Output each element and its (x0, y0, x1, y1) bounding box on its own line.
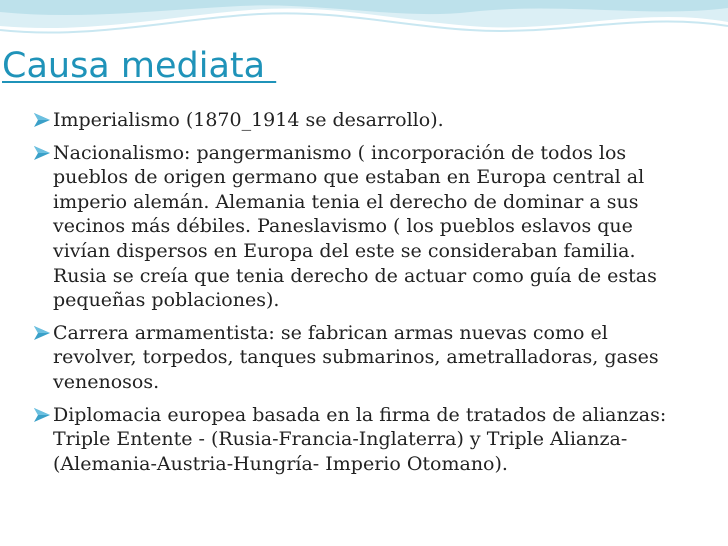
bullet-list (33, 108, 683, 484)
bullet-text: Diplomacia europea basada en la firma de tratados de alianzas: Triple Entente - (Rusia-Francia-Inglaterra) y Triple Alianza- (Alemania-Austria-Hungría- Imperio Otomano). (53, 403, 667, 475)
arrow-head-icon (33, 145, 51, 161)
slide-title: Causa mediata (2, 46, 277, 86)
bullet-text: Imperialismo (1870_1914 se desarrollo). (53, 109, 444, 131)
bullet-text: Carrera armamentista: se fabrican armas nuevas como el revolver, torpedos, tanques submarinos, ametralladoras, gases venenosos. (53, 321, 659, 393)
bullet-item (33, 141, 683, 313)
bullet-item (33, 108, 683, 133)
bullet-item (33, 403, 683, 477)
arrow-head-icon (33, 325, 51, 341)
arrow-head-icon (33, 407, 51, 423)
bullet-text: Nacionalismo: pangermanismo ( incorporación de todos los pueblos de origen germano que estaban en Europa central al imperio alemán. Alemania tenia el derecho de dominar a sus vecinos más débiles. Paneslavismo ( los pueblos eslavos que vivían dispersos en Europa del este se consideraban familia. Rusia se creía que tenia derecho de actuar como guía de estas pequeñas poblaciones). (53, 141, 657, 312)
arrow-head-icon (33, 112, 51, 128)
bullet-item (33, 321, 683, 395)
